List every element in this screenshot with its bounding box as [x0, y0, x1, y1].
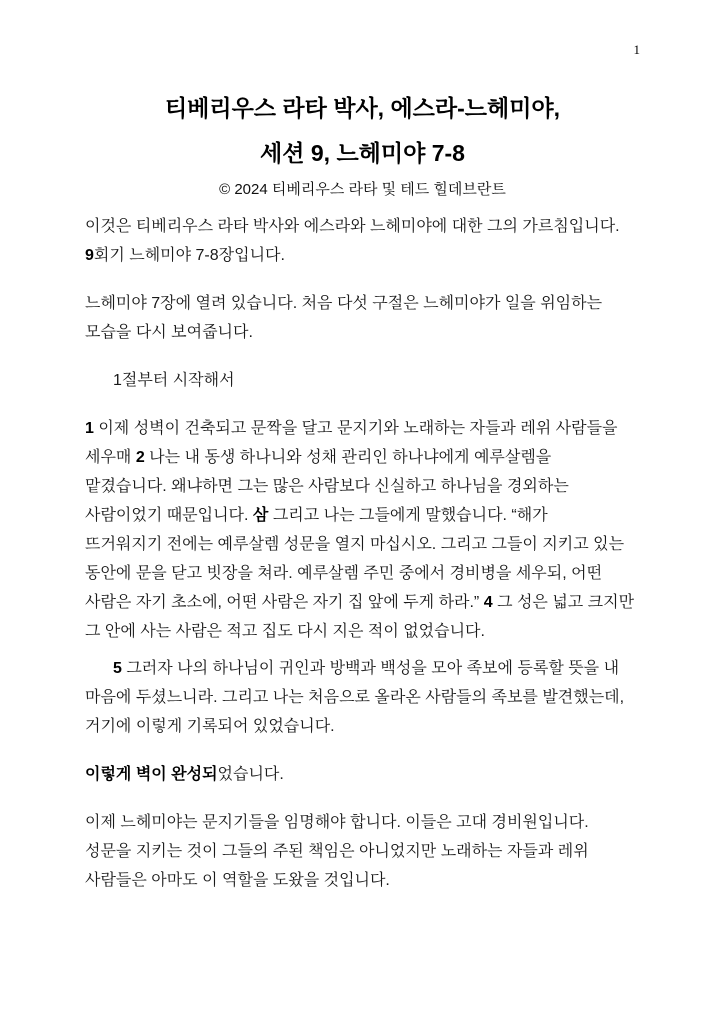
bold-text-run: 이렇게 벽이 완성되 — [85, 766, 218, 783]
verse-number: 1 — [85, 420, 94, 437]
text-run: 회기 느헤미야 7-8장입니다. — [93, 247, 285, 264]
document-title — [85, 86, 640, 176]
text-run: 나는 내 동생 하나니와 성채 관리인 하나냐에게 예루살렘을 — [144, 449, 552, 466]
verse-number: 삼 — [252, 507, 269, 524]
text-run: 이제 느헤미야는 문지기들을 임명해야 합니다. 이들은 고대 경비원입니다. — [85, 814, 589, 831]
text-run: 그리고 나는 그들에게 말했습니다. “해가 — [268, 507, 548, 524]
text-run: 사람이었기 때문입니다. — [85, 507, 253, 524]
text-run: 그 안에 사는 사람은 적고 집도 다시 지은 적이 없었습니다. — [85, 623, 485, 640]
text-run: 이제 성벽이 건축되고 문짝을 달고 문지기와 노래하는 자들과 레위 사람들을 — [93, 420, 618, 437]
paragraph-intro — [85, 212, 640, 270]
title-line-1: 티베리우스 라타 박사, 에스라-느헤미야, — [164, 95, 561, 121]
page-number: 1 — [633, 42, 640, 57]
text-run: 그 성은 넓고 크지만 — [492, 594, 635, 611]
text-run: 이것은 티베리우스 라타 박사와 에스라와 느헤미야에 대한 그의 가르침입니다. — [85, 218, 620, 235]
verse-number: 5 — [113, 660, 122, 677]
title-line-2: 세션 9, 느헤미야 7-8 — [260, 140, 465, 166]
text-run: 었습니다. — [217, 766, 284, 783]
text-run: 사람들은 아마도 이 역할을 도왔을 것입니다. — [85, 872, 390, 889]
document-body — [85, 212, 640, 895]
paragraph-verse-5 — [85, 654, 640, 741]
text-run: 거기에 이렇게 기록되어 있었습니다. — [85, 718, 335, 735]
copyright-line: © 2024 티베리우스 라타 및 테드 힐데브란트 — [219, 181, 506, 198]
verse-number: 4 — [483, 594, 493, 611]
text-run: 뜨거워지기 전에는 예루살렘 성문을 열지 마십시오. 그리고 그들이 지키고 있는 — [85, 536, 625, 553]
text-run: 맡겼습니다. 왜냐하면 그는 많은 사람보다 신실하고 하나님을 경외하는 — [85, 478, 569, 495]
paragraph-verse-lead-in — [85, 366, 640, 395]
paragraph-overview — [85, 289, 640, 347]
text-run: 그러자 나의 하나님이 귀인과 방백과 백성을 모아 족보에 등록할 뜻을 내 — [121, 660, 620, 677]
paragraph-wall-completed — [85, 760, 640, 789]
verse-number: 2 — [135, 449, 145, 466]
text-run: 사람은 자기 초소에, 어떤 사람은 자기 집 앞에 두게 하라.” — [85, 594, 484, 611]
text-run: 1절부터 시작해서 — [113, 372, 235, 389]
text-run: 성문을 지키는 것이 그들의 주된 책임은 아니었지만 노래하는 자들과 레위 — [85, 843, 589, 860]
text-run: 세우매 — [85, 449, 136, 466]
text-run: 마음에 두셨느니라. 그리고 나는 처음으로 올라온 사람들의 족보를 발견했는데, — [85, 689, 625, 706]
paragraph-verses-1-4 — [85, 414, 640, 646]
text-run: 모습을 다시 보여줍니다. — [85, 324, 253, 341]
text-run: 느헤미야 7장에 열려 있습니다. 처음 다섯 구절은 느헤미야가 일을 위임하는 — [85, 295, 603, 312]
paragraph-commentary — [85, 808, 640, 895]
bold-text-run: 9 — [85, 247, 94, 264]
text-run: 동안에 문을 닫고 빗장을 쳐라. 예루살렘 주민 중에서 경비병을 세우되, 어떤 — [85, 565, 603, 582]
